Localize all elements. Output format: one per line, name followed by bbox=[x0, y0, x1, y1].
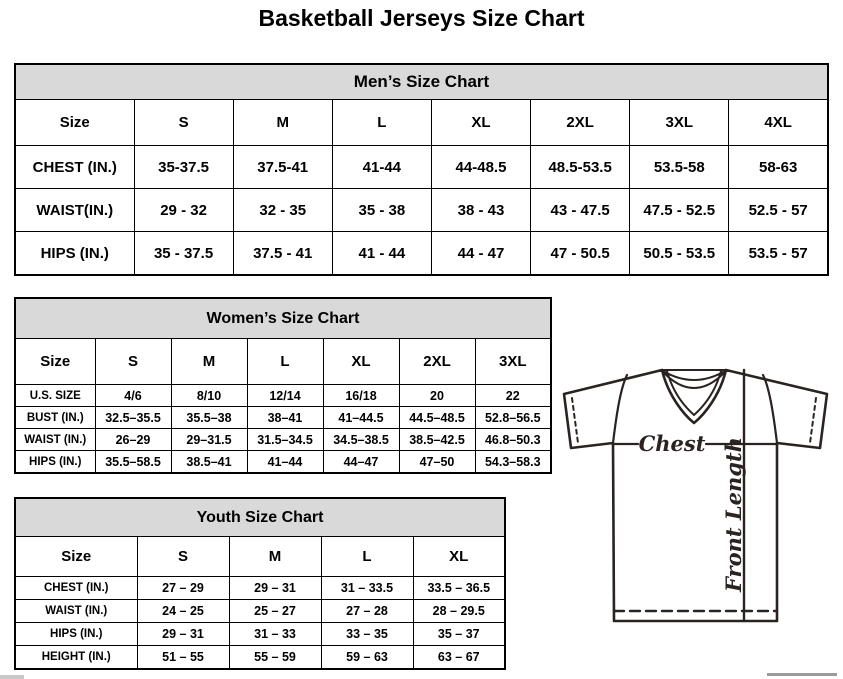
youth-size-value: 63 – 67 bbox=[413, 646, 505, 670]
men-size-value: 35-37.5 bbox=[134, 146, 233, 189]
women-size-value: 38.5–42.5 bbox=[399, 429, 475, 451]
youth-row-label: WAIST (IN.) bbox=[15, 600, 137, 623]
women-size-value: 31.5–34.5 bbox=[247, 429, 323, 451]
women-header-row bbox=[15, 339, 551, 385]
men-column-header: XL bbox=[431, 100, 530, 146]
men-size-value: 58-63 bbox=[729, 146, 828, 189]
men-size-value: 50.5 - 53.5 bbox=[630, 232, 729, 276]
men-size-value: 32 - 35 bbox=[233, 189, 332, 232]
men-size-value: 47.5 - 52.5 bbox=[630, 189, 729, 232]
women-data-row bbox=[15, 407, 551, 429]
youth-size-value: 33.5 – 36.5 bbox=[413, 577, 505, 600]
women-column-header: Size bbox=[15, 339, 95, 385]
women-column-header: S bbox=[95, 339, 171, 385]
jersey-outline bbox=[564, 370, 827, 621]
women-column-header: L bbox=[247, 339, 323, 385]
women-column-header: XL bbox=[323, 339, 399, 385]
women-size-value: 44.5–48.5 bbox=[399, 407, 475, 429]
men-column-header: 4XL bbox=[729, 100, 828, 146]
men-column-header: S bbox=[134, 100, 233, 146]
men-size-value: 43 - 47.5 bbox=[531, 189, 630, 232]
women-size-value: 52.8–56.5 bbox=[475, 407, 551, 429]
youth-size-value: 35 – 37 bbox=[413, 623, 505, 646]
jersey-measurement-diagram bbox=[555, 355, 843, 647]
men-size-value: 44-48.5 bbox=[431, 146, 530, 189]
men-data-row bbox=[15, 189, 828, 232]
men-header-row bbox=[15, 100, 828, 146]
youth-column-header: Size bbox=[15, 537, 137, 577]
men-row-label: HIPS (IN.) bbox=[15, 232, 134, 276]
men-column-header: Size bbox=[15, 100, 134, 146]
women-row-label: WAIST (IN.) bbox=[15, 429, 95, 451]
men-column-header: 2XL bbox=[531, 100, 630, 146]
men-size-value: 29 - 32 bbox=[134, 189, 233, 232]
chest-label: Chest bbox=[638, 431, 706, 456]
youth-size-value: 31 – 33.5 bbox=[321, 577, 413, 600]
women-size-value: 38.5–41 bbox=[171, 451, 247, 474]
scrollbar-fragment-left[interactable] bbox=[0, 675, 24, 679]
men-size-value: 53.5-58 bbox=[630, 146, 729, 189]
women-size-value: 12/14 bbox=[247, 385, 323, 407]
women-row-label: BUST (IN.) bbox=[15, 407, 95, 429]
youth-size-value: 29 – 31 bbox=[229, 577, 321, 600]
men-data-row bbox=[15, 146, 828, 189]
women-size-value: 29–31.5 bbox=[171, 429, 247, 451]
women-size-value: 20 bbox=[399, 385, 475, 407]
youth-row-label: CHEST (IN.) bbox=[15, 577, 137, 600]
women-column-header: 2XL bbox=[399, 339, 475, 385]
youth-size-value: 27 – 29 bbox=[137, 577, 229, 600]
youth-size-value: 31 – 33 bbox=[229, 623, 321, 646]
men-size-value: 52.5 - 57 bbox=[729, 189, 828, 232]
men-size-value: 35 - 38 bbox=[332, 189, 431, 232]
page-title: Basketball Jerseys Size Chart bbox=[258, 5, 585, 31]
women-row-label: HIPS (IN.) bbox=[15, 451, 95, 474]
men-row-label: WAIST(IN.) bbox=[15, 189, 134, 232]
youth-size-table bbox=[14, 497, 506, 670]
women-size-value: 26–29 bbox=[95, 429, 171, 451]
women-size-value: 41–44.5 bbox=[323, 407, 399, 429]
women-size-value: 41–44 bbox=[247, 451, 323, 474]
women-size-value: 35.5–38 bbox=[171, 407, 247, 429]
women-row-label: U.S. SIZE bbox=[15, 385, 95, 407]
women-size-value: 38–41 bbox=[247, 407, 323, 429]
youth-size-value: 55 – 59 bbox=[229, 646, 321, 670]
women-table-title: Women’s Size Chart bbox=[15, 298, 551, 339]
men-size-value: 37.5-41 bbox=[233, 146, 332, 189]
youth-column-header: S bbox=[137, 537, 229, 577]
women-title-row bbox=[15, 298, 551, 339]
youth-title-row bbox=[15, 498, 505, 537]
women-size-value: 8/10 bbox=[171, 385, 247, 407]
youth-data-row bbox=[15, 577, 505, 600]
youth-data-row bbox=[15, 600, 505, 623]
men-size-value: 41 - 44 bbox=[332, 232, 431, 276]
men-size-value: 37.5 - 41 bbox=[233, 232, 332, 276]
mens-size-table bbox=[14, 63, 829, 276]
men-title-row bbox=[15, 64, 828, 100]
women-size-value: 16/18 bbox=[323, 385, 399, 407]
youth-size-value: 59 – 63 bbox=[321, 646, 413, 670]
youth-size-value: 25 – 27 bbox=[229, 600, 321, 623]
women-size-value: 46.8–50.3 bbox=[475, 429, 551, 451]
scrollbar-fragment-right[interactable] bbox=[767, 673, 837, 676]
men-column-header: M bbox=[233, 100, 332, 146]
women-size-value: 54.3–58.3 bbox=[475, 451, 551, 474]
women-size-value: 32.5–35.5 bbox=[95, 407, 171, 429]
womens-size-table bbox=[14, 297, 552, 474]
women-size-value: 47–50 bbox=[399, 451, 475, 474]
women-size-value: 35.5–58.5 bbox=[95, 451, 171, 474]
youth-column-header: L bbox=[321, 537, 413, 577]
youth-size-value: 29 – 31 bbox=[137, 623, 229, 646]
youth-size-value: 24 – 25 bbox=[137, 600, 229, 623]
youth-size-value: 28 – 29.5 bbox=[413, 600, 505, 623]
youth-size-value: 27 – 28 bbox=[321, 600, 413, 623]
men-size-value: 38 - 43 bbox=[431, 189, 530, 232]
women-data-row bbox=[15, 429, 551, 451]
youth-data-row bbox=[15, 623, 505, 646]
men-size-value: 35 - 37.5 bbox=[134, 232, 233, 276]
men-size-value: 44 - 47 bbox=[431, 232, 530, 276]
youth-column-header: XL bbox=[413, 537, 505, 577]
men-size-value: 41-44 bbox=[332, 146, 431, 189]
women-size-value: 44–47 bbox=[323, 451, 399, 474]
men-column-header: L bbox=[332, 100, 431, 146]
men-table-title: Men’s Size Chart bbox=[15, 64, 828, 100]
youth-row-label: HIPS (IN.) bbox=[15, 623, 137, 646]
women-size-value: 22 bbox=[475, 385, 551, 407]
women-data-row bbox=[15, 385, 551, 407]
youth-column-header: M bbox=[229, 537, 321, 577]
men-column-header: 3XL bbox=[630, 100, 729, 146]
women-size-value: 4/6 bbox=[95, 385, 171, 407]
youth-row-label: HEIGHT (IN.) bbox=[15, 646, 137, 670]
men-size-value: 48.5-53.5 bbox=[531, 146, 630, 189]
men-data-row bbox=[15, 232, 828, 276]
men-size-value: 47 - 50.5 bbox=[531, 232, 630, 276]
men-row-label: CHEST (IN.) bbox=[15, 146, 134, 189]
men-size-value: 53.5 - 57 bbox=[729, 232, 828, 276]
youth-table-title: Youth Size Chart bbox=[15, 498, 505, 537]
women-column-header: M bbox=[171, 339, 247, 385]
youth-data-row bbox=[15, 646, 505, 670]
youth-header-row bbox=[15, 537, 505, 577]
women-column-header: 3XL bbox=[475, 339, 551, 385]
women-data-row bbox=[15, 451, 551, 474]
youth-size-value: 33 – 35 bbox=[321, 623, 413, 646]
youth-size-value: 51 – 55 bbox=[137, 646, 229, 670]
front-length-label: Front Length bbox=[721, 437, 746, 592]
women-size-value: 34.5–38.5 bbox=[323, 429, 399, 451]
